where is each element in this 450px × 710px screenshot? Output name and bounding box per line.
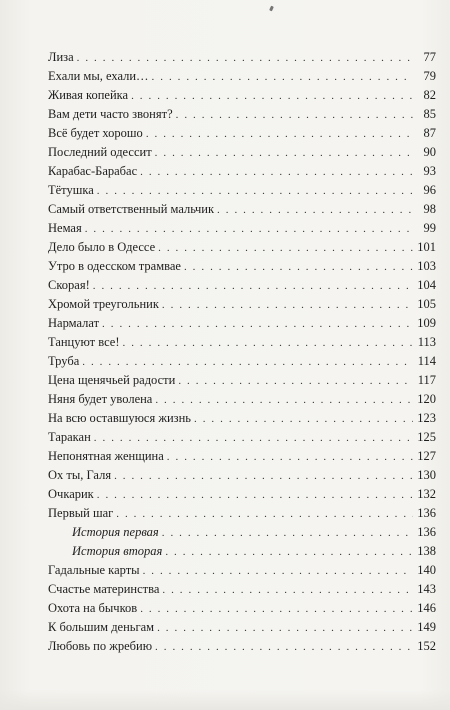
toc-entry-page: 104: [417, 278, 436, 292]
toc-entry-page: 140: [417, 563, 436, 577]
toc-entry-page: 79: [423, 69, 436, 83]
toc-entry-title: Ехали мы, ехали…: [48, 69, 149, 83]
toc-entry: [48, 86, 436, 105]
toc-leader-dots: [194, 410, 413, 429]
toc-entry: [48, 599, 436, 618]
toc-leader-dots: [155, 391, 413, 410]
toc-entry-title: Труба: [48, 354, 80, 368]
toc-leader-dots: [77, 49, 413, 68]
toc-entry-title: Лиза: [48, 50, 74, 64]
toc-leader-dots: [85, 220, 413, 239]
toc-entry: [48, 618, 436, 637]
toc-entry-page: 120: [417, 392, 436, 406]
toc-leader-dots: [217, 201, 413, 220]
toc-entry-title: Самый ответственный мальчик: [48, 202, 215, 216]
toc-entry: [48, 352, 436, 371]
toc-entry-page: 123: [417, 411, 436, 425]
toc-entry: [48, 105, 436, 124]
toc-leader-dots: [94, 429, 413, 448]
toc-entry-page: 136: [417, 525, 436, 539]
toc-leader-dots: [152, 68, 413, 87]
toc-entry-page: 132: [417, 487, 436, 501]
toc-entry-title: Гадальные карты: [48, 563, 140, 577]
toc-entry-title: На всю оставшуюся жизнь: [48, 411, 192, 425]
toc-entry-title: К большим деньгам: [48, 620, 155, 634]
toc-leader-dots: [114, 467, 413, 486]
toc-leader-dots: [131, 87, 413, 106]
toc-entry-title: Всё будет хорошо: [48, 126, 143, 140]
toc-entry: [48, 466, 436, 485]
toc-entry-page: 99: [423, 221, 436, 235]
toc-entry: [48, 200, 436, 219]
toc-leader-dots: [155, 638, 413, 657]
toc-entry: [48, 276, 436, 295]
toc-entry-page: 96: [423, 183, 436, 197]
toc-entry-title: Последний одессит: [48, 145, 152, 159]
toc-entry-page: 82: [423, 88, 436, 102]
toc-entry-page: 114: [417, 354, 436, 368]
toc-entry-page: 138: [417, 544, 436, 558]
toc-entry-title: Карабас-Барабас: [48, 164, 138, 178]
toc-leader-dots: [184, 258, 413, 277]
toc-leader-dots: [97, 486, 413, 505]
toc-entry-title: Хромой треугольник: [48, 297, 159, 311]
toc-entry-page: 136: [417, 506, 436, 520]
toc-entry: [48, 181, 436, 200]
toc-entry: [48, 485, 436, 504]
toc-leader-dots: [146, 125, 413, 144]
toc-entry: [48, 333, 436, 352]
toc-entry-title: Немая: [48, 221, 82, 235]
toc-leader-dots: [158, 239, 413, 258]
toc-entry: [48, 124, 436, 143]
toc-entry: [48, 314, 436, 333]
toc-entry-title: Утро в одесском трамвае: [48, 259, 181, 273]
toc-entry-title: История вторая: [72, 544, 163, 558]
page-edge-shadow: [0, 690, 450, 710]
toc-leader-dots: [116, 505, 413, 524]
toc-entry-title: Таракан: [48, 430, 91, 444]
toc-entry: [48, 542, 436, 561]
toc-entry-title: Очкарик: [48, 487, 94, 501]
toc-entry-title: Вам дети часто звонят?: [48, 107, 173, 121]
toc-entry-page: 125: [417, 430, 436, 444]
toc-entry-page: 146: [417, 601, 436, 615]
toc-entry: [48, 257, 436, 276]
toc-entry: [48, 295, 436, 314]
table-of-contents: [48, 48, 436, 656]
toc-entry: [48, 580, 436, 599]
toc-leader-dots: [140, 163, 413, 182]
toc-leader-dots: [167, 448, 413, 467]
toc-entry-title: Охота на бычков: [48, 601, 138, 615]
toc-entry-page: 98: [423, 202, 436, 216]
toc-entry-title: Цена щенячьей радости: [48, 373, 176, 387]
toc-entry-title: Любовь по жребию: [48, 639, 153, 653]
toc-leader-dots: [162, 524, 413, 543]
toc-entry-page: 101: [417, 240, 436, 254]
print-mark: [269, 6, 274, 12]
toc-entry: [48, 561, 436, 580]
toc-entry: [48, 67, 436, 86]
toc-entry-title: Няня будет уволена: [48, 392, 153, 406]
toc-entry-page: 117: [417, 373, 436, 387]
toc-entry-title: Дело было в Одессе: [48, 240, 156, 254]
toc-entry-title: Тётушка: [48, 183, 94, 197]
toc-entry: [48, 637, 436, 656]
toc-entry-title: Нармалат: [48, 316, 100, 330]
toc-entry-page: 87: [423, 126, 436, 140]
toc-entry-page: 77: [423, 50, 436, 64]
toc-leader-dots: [140, 600, 413, 619]
toc-leader-dots: [162, 581, 413, 600]
toc-entry: [48, 162, 436, 181]
toc-entry-page: 85: [423, 107, 436, 121]
toc-entry-page: 105: [417, 297, 436, 311]
toc-leader-dots: [176, 106, 413, 125]
toc-leader-dots: [123, 334, 413, 353]
toc-entry-title: Счастье материнства: [48, 582, 160, 596]
toc-leader-dots: [157, 619, 413, 638]
toc-entry-page: 113: [417, 335, 436, 349]
toc-leader-dots: [102, 315, 413, 334]
toc-entry: [48, 390, 436, 409]
toc-entry-page: 90: [423, 145, 436, 159]
toc-leader-dots: [155, 144, 413, 163]
toc-leader-dots: [82, 353, 413, 372]
toc-entry-title: Первый шаг: [48, 506, 114, 520]
toc-entry: [48, 523, 436, 542]
toc-entry-page: 149: [417, 620, 436, 634]
toc-entry-title: Живая копейка: [48, 88, 129, 102]
toc-entry: [48, 143, 436, 162]
toc-entry: [48, 409, 436, 428]
toc-leader-dots: [97, 182, 413, 201]
toc-leader-dots: [178, 372, 413, 391]
toc-entry: [48, 48, 436, 67]
toc-entry-page: 152: [417, 639, 436, 653]
toc-entry-title: Непонятная женщина: [48, 449, 164, 463]
toc-entry-title: История первая: [72, 525, 159, 539]
toc-leader-dots: [162, 296, 413, 315]
toc-entry: [48, 238, 436, 257]
toc-entry-page: 103: [417, 259, 436, 273]
toc-entry-page: 130: [417, 468, 436, 482]
toc-entry-title: Скорая!: [48, 278, 90, 292]
toc-entry-title: Танцуют все!: [48, 335, 120, 349]
toc-entry-page: 127: [417, 449, 436, 463]
toc-entry-page: 109: [417, 316, 436, 330]
toc-entry: [48, 219, 436, 238]
toc-entry-page: 93: [423, 164, 436, 178]
toc-entry-page: 143: [417, 582, 436, 596]
toc-entry: [48, 428, 436, 447]
toc-leader-dots: [93, 277, 413, 296]
toc-leader-dots: [143, 562, 413, 581]
toc-entry: [48, 447, 436, 466]
toc-entry: [48, 504, 436, 523]
toc-leader-dots: [165, 543, 413, 562]
toc-entry-title: Ох ты, Галя: [48, 468, 112, 482]
toc-entry: [48, 371, 436, 390]
